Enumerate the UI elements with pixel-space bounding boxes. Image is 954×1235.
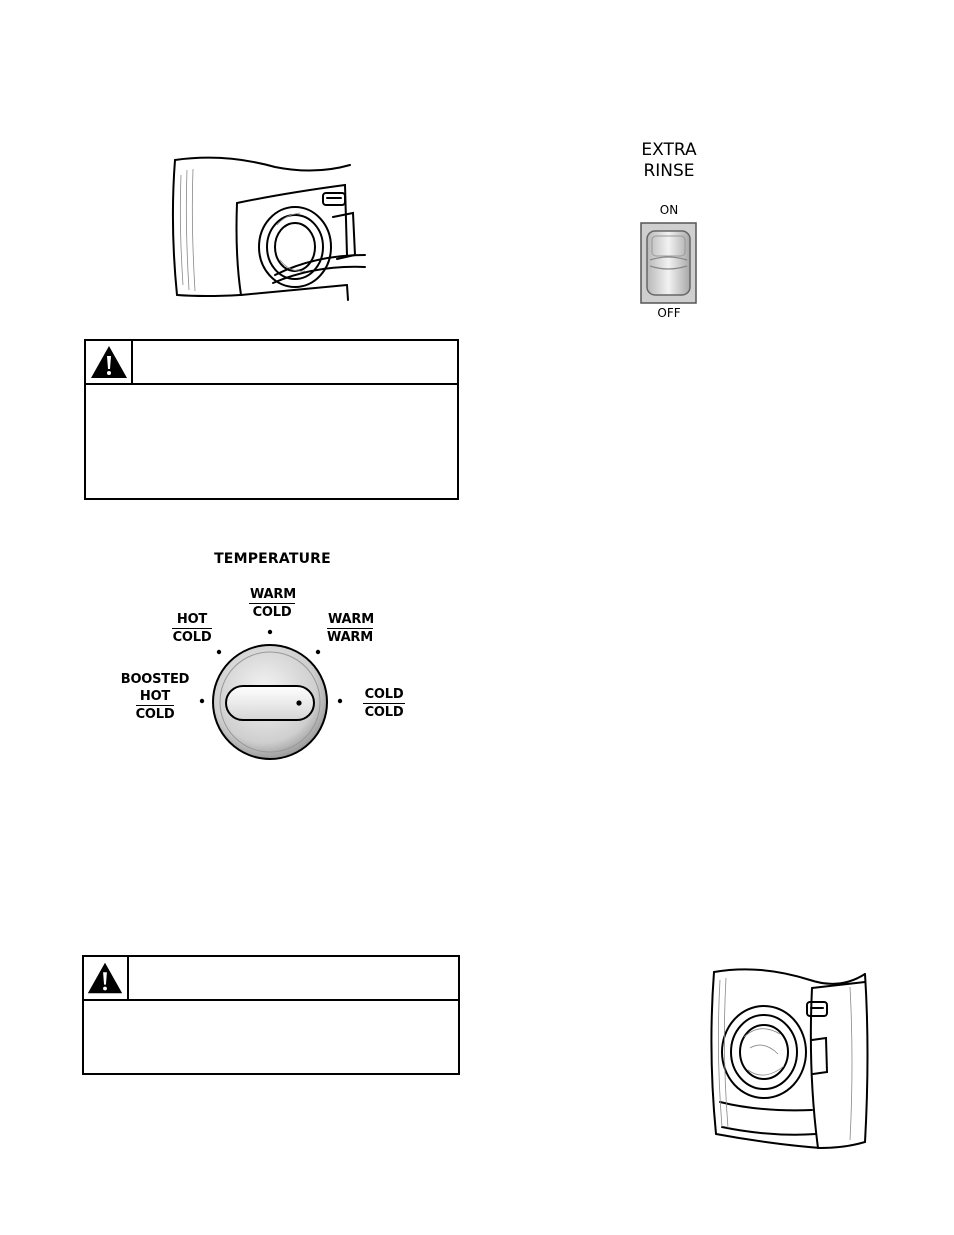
switch-off-label: OFF	[657, 306, 681, 320]
dot-warm-warm	[316, 650, 320, 654]
extra-rinse-line1: EXTRA	[641, 140, 697, 160]
label-cold-cold-bottom: COLD	[364, 705, 404, 720]
warning-icon-cell	[86, 341, 133, 383]
warning-header	[84, 957, 458, 1001]
label-boosted-bottom: COLD	[135, 707, 175, 722]
warning-triangle-icon	[84, 958, 126, 998]
warning-header	[86, 341, 457, 385]
label-cold-cold-top: COLD	[364, 687, 404, 702]
warning-box-top	[84, 339, 459, 500]
knob-pointer	[296, 700, 301, 705]
dot-boosted-hot-cold	[200, 699, 204, 703]
extra-rinse-line2: RINSE	[643, 161, 695, 181]
label-cold-cold	[363, 686, 405, 721]
label-warm-cold-bottom: COLD	[252, 605, 292, 620]
warning-box-bottom	[82, 955, 460, 1075]
temperature-knob[interactable]	[190, 620, 360, 770]
label-hot-cold-top: HOT	[172, 611, 212, 629]
dot-hot-cold	[217, 650, 221, 654]
extra-rinse-rocker-switch[interactable]	[640, 222, 697, 304]
warning-triangle-icon	[87, 342, 131, 382]
extra-rinse-title	[624, 140, 714, 182]
label-boosted-hot-cold	[120, 671, 190, 723]
washer-illustration	[700, 962, 880, 1162]
label-warm-cold-top: WARM	[250, 587, 296, 602]
label-boosted-top: HOT	[136, 688, 174, 706]
washer-door-illustration	[165, 155, 375, 305]
switch-on-label: ON	[659, 203, 679, 217]
label-boosted: BOOSTED	[120, 672, 190, 687]
label-warm-cold	[249, 586, 295, 621]
label-warm-warm-bottom: WARM	[327, 630, 373, 645]
dot-cold-cold	[338, 699, 342, 703]
dot-warm-cold	[268, 630, 272, 634]
label-warm-warm-top: WARM	[328, 612, 374, 627]
temperature-title: TEMPERATURE	[214, 551, 331, 567]
label-hot-cold-bottom: COLD	[172, 630, 212, 645]
warning-icon-cell	[84, 957, 129, 999]
